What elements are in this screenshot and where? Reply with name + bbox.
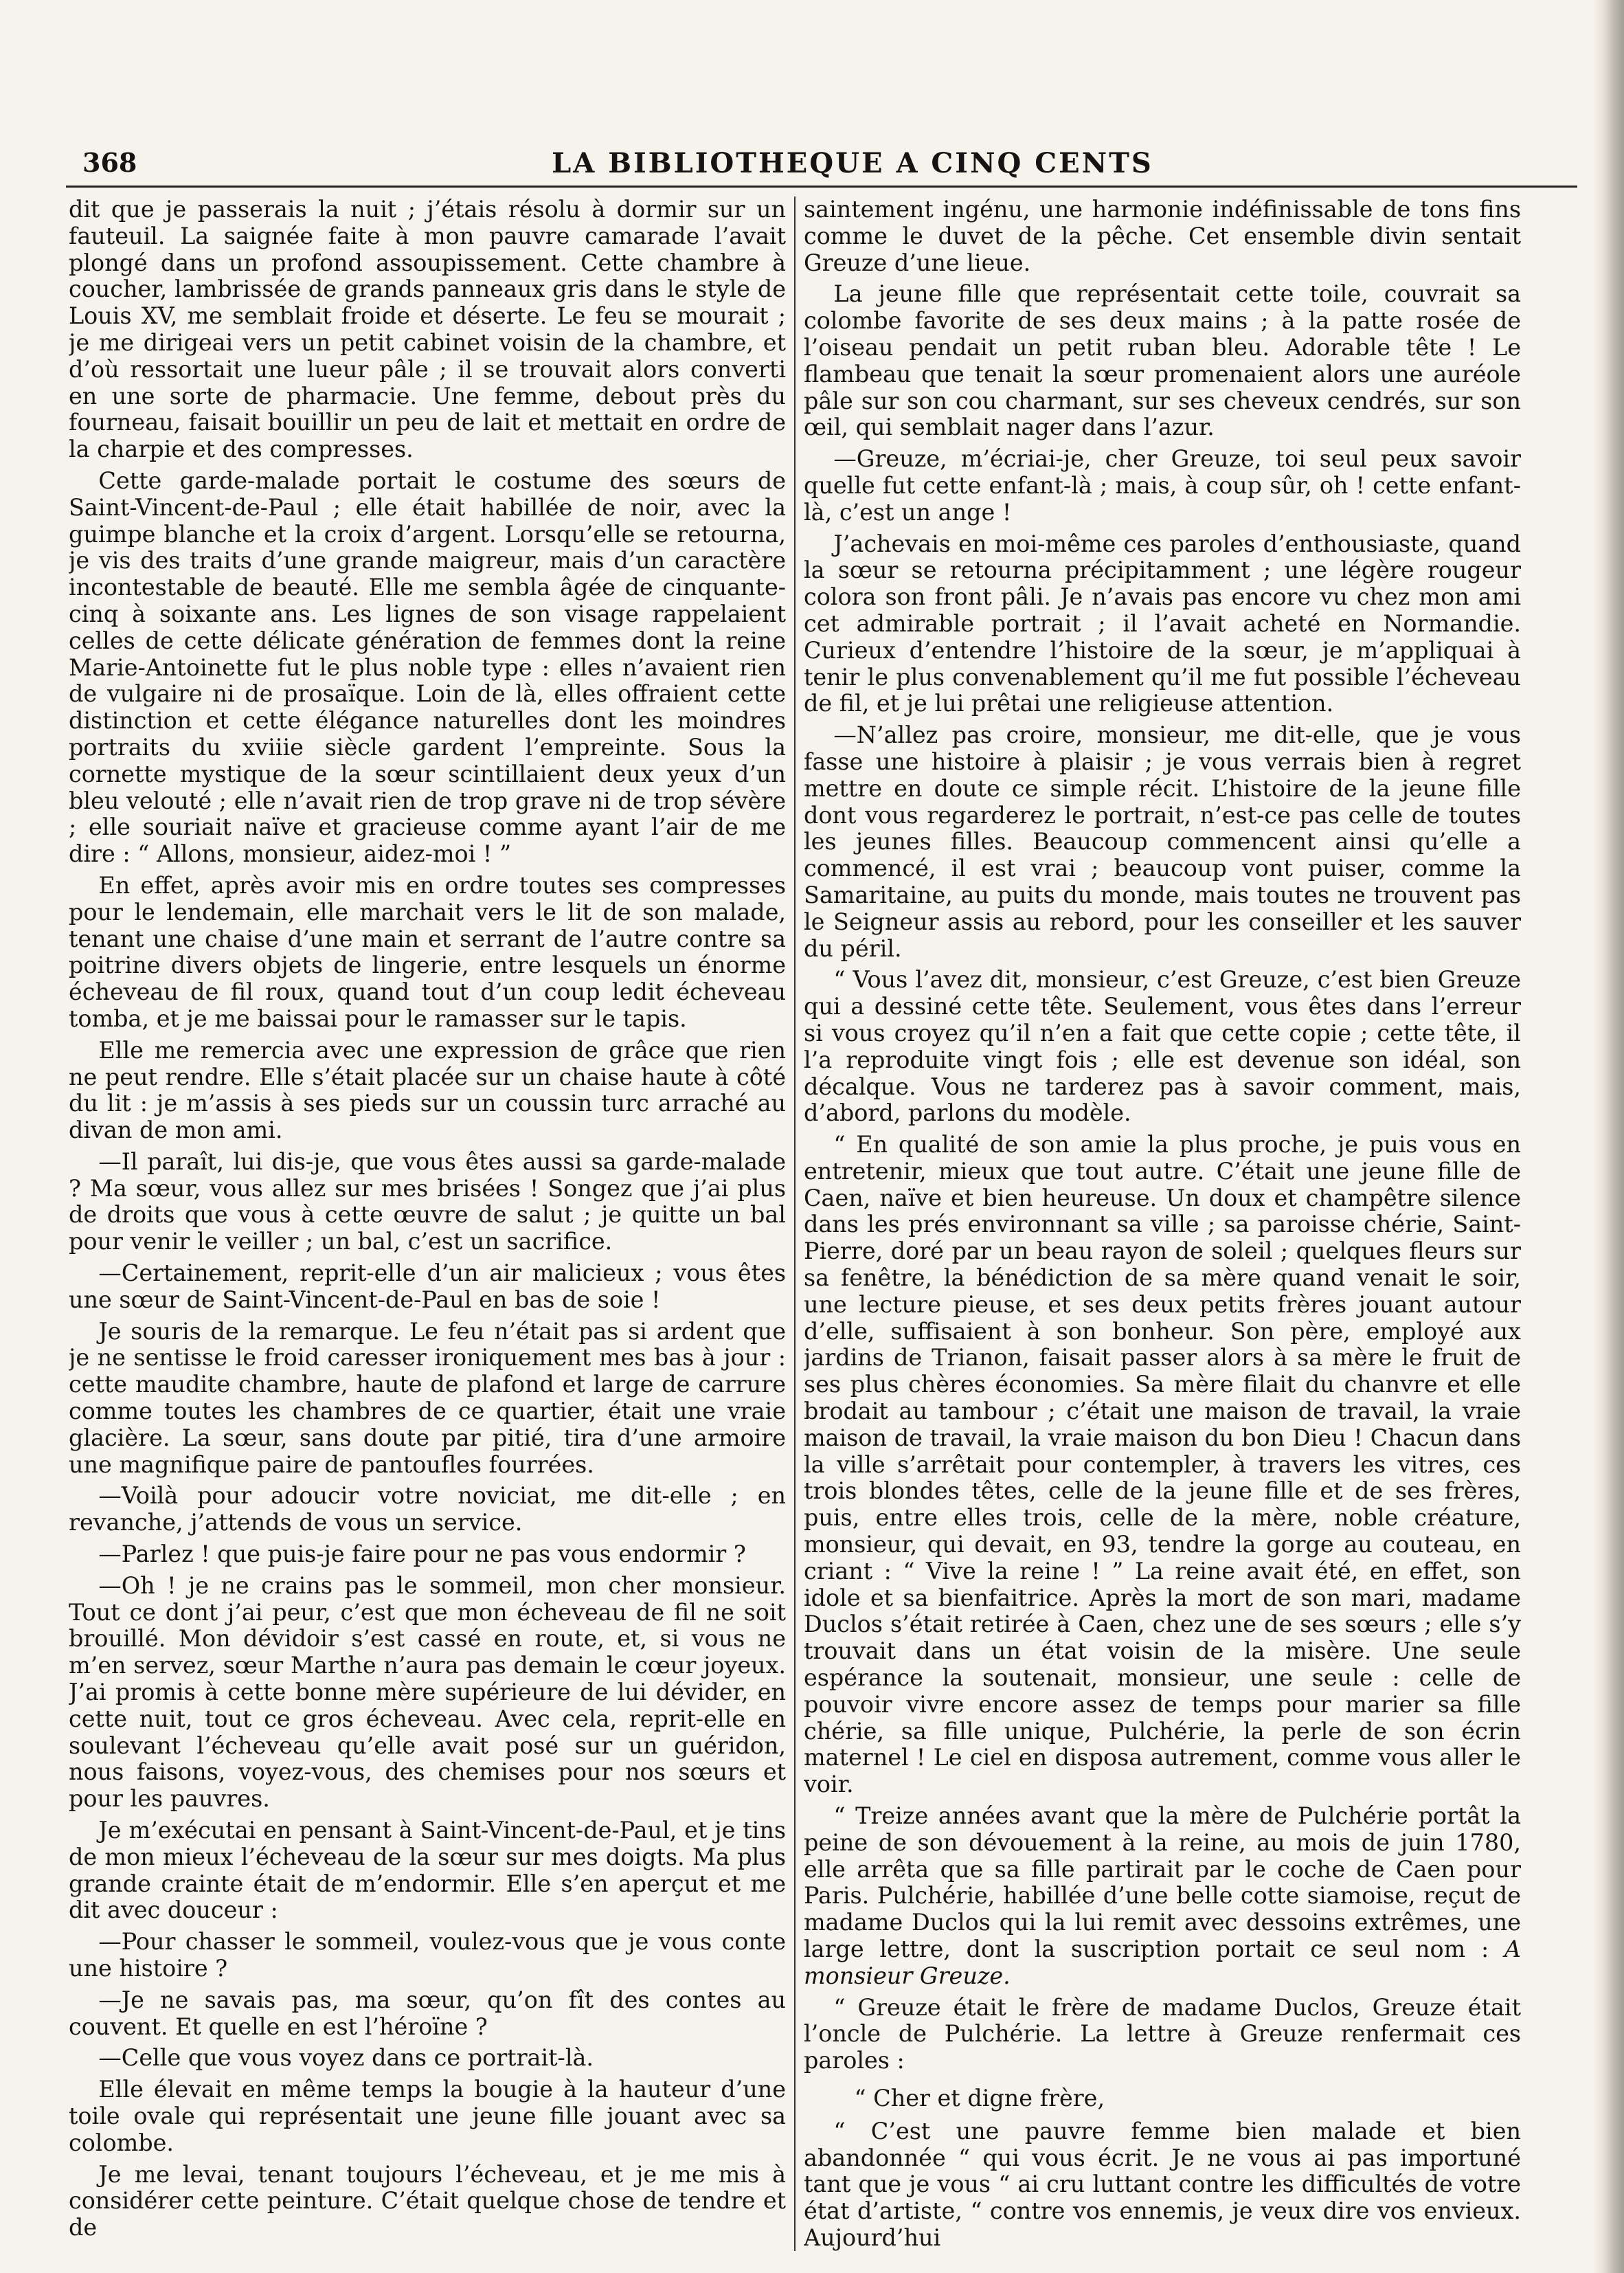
paragraph: —Voilà pour adoucir votre noviciat, me dit-elle ; en revanche, j’attends de vous un service.	[69, 1482, 786, 1536]
running-title: LA BIBLIOTHEQUE A CINQ CENTS	[552, 147, 1153, 179]
paragraph: “ En qualité de son amie la plus proche, je puis vous en entretenir, mieux que tout autre. C’était une jeune fille de Caen, naïve et bien heureuse. Un doux et champêtre silence dans les prés environnant sa ville ; sa paroisse chérie, Saint-Pierre, doré par un beau rayon de soleil ; quelques fleurs sur sa fenêtre, la bénédiction de sa mère quand venait le soir, une lecture pieuse, et ses deux petits frères jouant autour d’elle, suffisaient à son bonheur. Son père, employé aux jardins de Trianon, faisait passer alors à sa mère le fruit de ses plus chères économies. Sa mère filait du chanvre et elle brodait au tambour ; c’était une maison de travail, la vraie maison de travail, la vraie maison du bon Dieu ! Chacun dans la ville s’arrêtait pour contempler, à travers les vitres, ces trois blondes têtes, celle de la jeune fille et de ses frères, puis, entre elles trois, celle de la mère, noble créature, monsieur, qui devait, en 93, tendre la gorge au couteau, en criant : “ Vive la reine ! ” La reine avait été, en effet, son idole et sa bienfaitrice. Après la mort de son mari, madame Duclos s’était retirée à Caen, chez une de ses sœurs ; elle s’y trouvait dans un état voisin de la misère. Une seule espérance la soutenait, monsieur, une seule : celle de pouvoir vivre encore assez de temps pour marier sa fille chérie, sa fille unique, Pulchérie, la perle de son écrin maternel ! Le ciel en disposa autrement, comme vous aller le voir.	[804, 1131, 1521, 1798]
paragraph: —Parlez ! que puis-je faire pour ne pas vous endormir ?	[98, 1541, 746, 1568]
paragraph: J’achevais en moi-même ces paroles d’enthousiaste, quand la sœur se retourna précipitamment ; une légère rougeur colora son front pâli. Je n’avais pas encore vu chez mon ami cet admirable portrait ; il l’avait acheté en Normandie. Curieux d’entendre l’histoire de la sœur, je m’appliquai à tenir le plus convenablement qu’il me fut possible l’écheveau de fil, et je lui prêtai une religieuse attention.	[804, 530, 1521, 717]
paragraph: —Pour chasser le sommeil, voulez-vous que je vous conte une histoire ?	[69, 1928, 786, 1982]
paragraph: “ C’est une pauvre femme bien malade et bien abandonnée “ qui vous écrit. Je ne vous ai pas importuné tant que je vous “ ai cru luttant contre les difficultés de votre état d’artiste, “ contre vos ennemis, je veux dire vos envieux. Aujourd’hui	[804, 2117, 1521, 2251]
paragraph: Je me levai, tenant toujours l’écheveau, et je me mis à considérer cette peinture. C’était quelque chose de tendre et de	[69, 2160, 786, 2241]
paragraph	[804, 1803, 1521, 1990]
column-divider	[794, 197, 796, 2251]
paragraph: —N’allez pas croire, monsieur, me dit-elle, que je vous fasse une histoire à plaisir ; je vous verrais bien à regret mettre en doute ce simple récit. L’histoire de la jeune fille dont vous regarderez le portrait, n’est-ce pas celle de toutes les jeunes filles. Beaucoup commencent ainsi qu’elle a commencé, il est vrai ; beaucoup vont puiser, comme la Samaritaine, au puits du monde, mais toutes ne trouvent pas le Seigneur assis au rebord, pour les conseiller et les sauver du péril.	[804, 721, 1521, 962]
paragraph: saintement ingénu, une harmonie indéfinissable de tons fins comme le duvet de la pêche. Cet ensemble divin sentait Greuze d’une lieue.	[804, 197, 1521, 276]
paragraph: Elle me remercia avec une expression de grâce que rien ne peut rendre. Elle s’était placée sur un chaise haute à côté du lit : je m’assis à ses pieds sur un coussin turc arraché au divan de mon ami.	[69, 1036, 786, 1144]
letter-address: A monsieur Greuze.	[804, 1936, 1521, 1989]
page-header	[66, 147, 1577, 186]
paragraph: —Oh ! je ne crains pas le sommeil, mon cher monsieur. Tout ce dont j’ai peur, c’est que mon écheveau de fil ne soit brouillé. Mon dévidoir s’est cassé en route, et, si vous ne m’en servez, sœur Marthe n’aura pas demain le cœur joyeux. J’ai promis à cette bonne mère supérieure de lui dévider, en cette nuit, tout ce gros écheveau. Avec cela, reprit-elle en soulevant l’écheveau qu’elle avait posé sur un guéridon, nous faisons, voyez-vous, des chemises pour nos sœurs et pour les pauvres.	[69, 1571, 786, 1813]
paragraph: —Greuze, m’écriai-je, cher Greuze, toi seul peux savoir quelle fut cette enfant-là ; mais, à coup sûr, oh ! cette enfant-là, c’est un ange !	[804, 445, 1521, 526]
paragraph: —Il paraît, lui dis-je, que vous êtes aussi sa garde-malade ? Ma sœur, vous allez sur mes brisées ! Songez que j’ai plus de droits que vous à cette œuvre de salut ; je quitte un bal pour venir le veiller ; un bal, c’est un sacrifice.	[69, 1147, 786, 1255]
paragraph: Je m’exécutai en pensant à Saint-Vincent-de-Paul, et je tins de mon mieux l’écheveau de la sœur sur mes doigts. Ma plus grande crainte était de m’endormir. Elle s’en aperçut et me dit avec douceur :	[69, 1817, 786, 1924]
right-column	[804, 197, 1521, 2251]
paragraph-text: “ Treize années avant que la mère de Pulchérie portât la peine de son dévouement à la reine, au mois de juin 1780, elle arrêta que sa fille partirait par le coche de Caen pour Paris. Pulchérie, habillée d’une belle cotte siamoise, reçut de madame Duclos qui la lui remit avec dessoins extrêmes, une large lettre, dont la suscription portait ce seul nom :	[804, 1802, 1521, 1962]
paragraph: —Je ne savais pas, ma sœur, qu’on fît des contes au couvent. Et quelle en est l’héroïne ?	[69, 1986, 786, 2040]
page-edge-shadow	[1592, 0, 1624, 2273]
paragraph: La jeune fille que représentait cette toile, couvrait sa colombe favorite de ses deux mains ; à la patte rosée de l’oiseau pendait un petit ruban bleu. Adorable tête ! Le flambeau que tenait la sœur promenaient alors une auréole pâle sur son cou charmant, sur ses cheveux cendrés, sur son œil, qui semblait nager dans l’azur.	[804, 280, 1521, 441]
paragraph: —Celle que vous voyez dans ce portrait-là.	[98, 2044, 594, 2072]
paragraph: En effet, après avoir mis en ordre toutes ses compresses pour le lendemain, elle marchait vers le lit de son malade, tenant une chaise d’une main et serrant de l’autre contre sa poitrine divers objets de lingerie, entre lesquels un énorme écheveau de fil roux, quand tout d’un coup ledit écheveau tomba, et je me baissai pour le ramasser sur le tapis.	[69, 871, 786, 1032]
paragraph: —Certainement, reprit-elle d’un air malicieux ; vous êtes une sœur de Saint-Vincent-de-Paul en bas de soie !	[69, 1259, 786, 1313]
left-column	[69, 197, 786, 2251]
page-number: 368	[82, 147, 137, 178]
header-rule	[66, 186, 1577, 188]
paragraph: “ Vous l’avez dit, monsieur, c’est Greuze, c’est bien Greuze qui a dessiné cette tête. Seulement, vous êtes dans l’erreur si vous croyez qu’il n’en a fait que cette copie ; cette tête, il l’a reproduite vingt fois ; elle est devenue son idéal, son décalque. Vous ne tarderez pas à savoir comment, mais, d’abord, parlons du modèle.	[804, 966, 1521, 1127]
paragraph: Elle élevait en même temps la bougie à la hauteur d’une toile ovale qui représentait une jeune fille jouant avec sa colombe.	[69, 2076, 786, 2156]
letter-salutation: “ Cher et digne frère,	[854, 2084, 1105, 2112]
paragraph: Je souris de la remarque. Le feu n’était pas si ardent que je ne sentisse le froid caresser ironiquement mes bas à jour : cette maudite chambre, haute de plafond et large de carrure comme toutes les chambres de ce quartier, était une vraie glacière. La sœur, sans doute par pitié, tira d’une armoire une magnifique paire de pantoufles fourrées.	[69, 1317, 786, 1478]
paragraph: Cette garde-malade portait le costume des sœurs de Saint-Vincent-de-Paul ; elle était habillée de noir, avec la guimpe blanche et la croix d’argent. Lorsqu’elle se retourna, je vis des traits d’une grande maigreur, mais d’un caractère incontestable de beauté. Elle me sembla âgée de cinquante-cinq à soixante ans. Les lignes de son visage rappelaient celles de cette délicate génération de femmes dont la reine Marie-Antoinette fut le plus noble type : elles n’avaient rien de vulgaire ni de prosaïque. Loin de là, elles offraient cette distinction et cette élégance naturelles dont les moindres portraits du xviiie siècle gardent l’empreinte. Sous la cornette mystique de la sœur scintillaient deux yeux d’un bleu velouté ; elle n’avait rien de trop grave ni de trop sévère ; elle souriait naïve et gracieuse comme ayant l’air de me dire : “ Allons, monsieur, aidez-moi ! ”	[69, 467, 786, 868]
paragraph: dit que je passerais la nuit ; j’étais résolu à dormir sur un fauteuil. La saignée faite à mon pauvre camarade l’avait plongé dans un profond assoupissement. Cette chambre à coucher, lambrissée de grands panneaux gris dans le style de Louis XV, me semblait froide et déserte. Le feu se mourait ; je me dirigeai vers un petit cabinet voisin de la chambre, et d’où ressortait une lueur pâle ; il se trouvait alors converti en une sorte de pharmacie. Une femme, debout près du fourneau, faisait bouillir un peu de lait et mettait en ordre de la charpie et des compresses.	[69, 197, 786, 463]
paragraph: “ Greuze était le frère de madame Duclos, Greuze était l’oncle de Pulchérie. La lettre à Greuze renfermait ces paroles :	[804, 1993, 1521, 2074]
